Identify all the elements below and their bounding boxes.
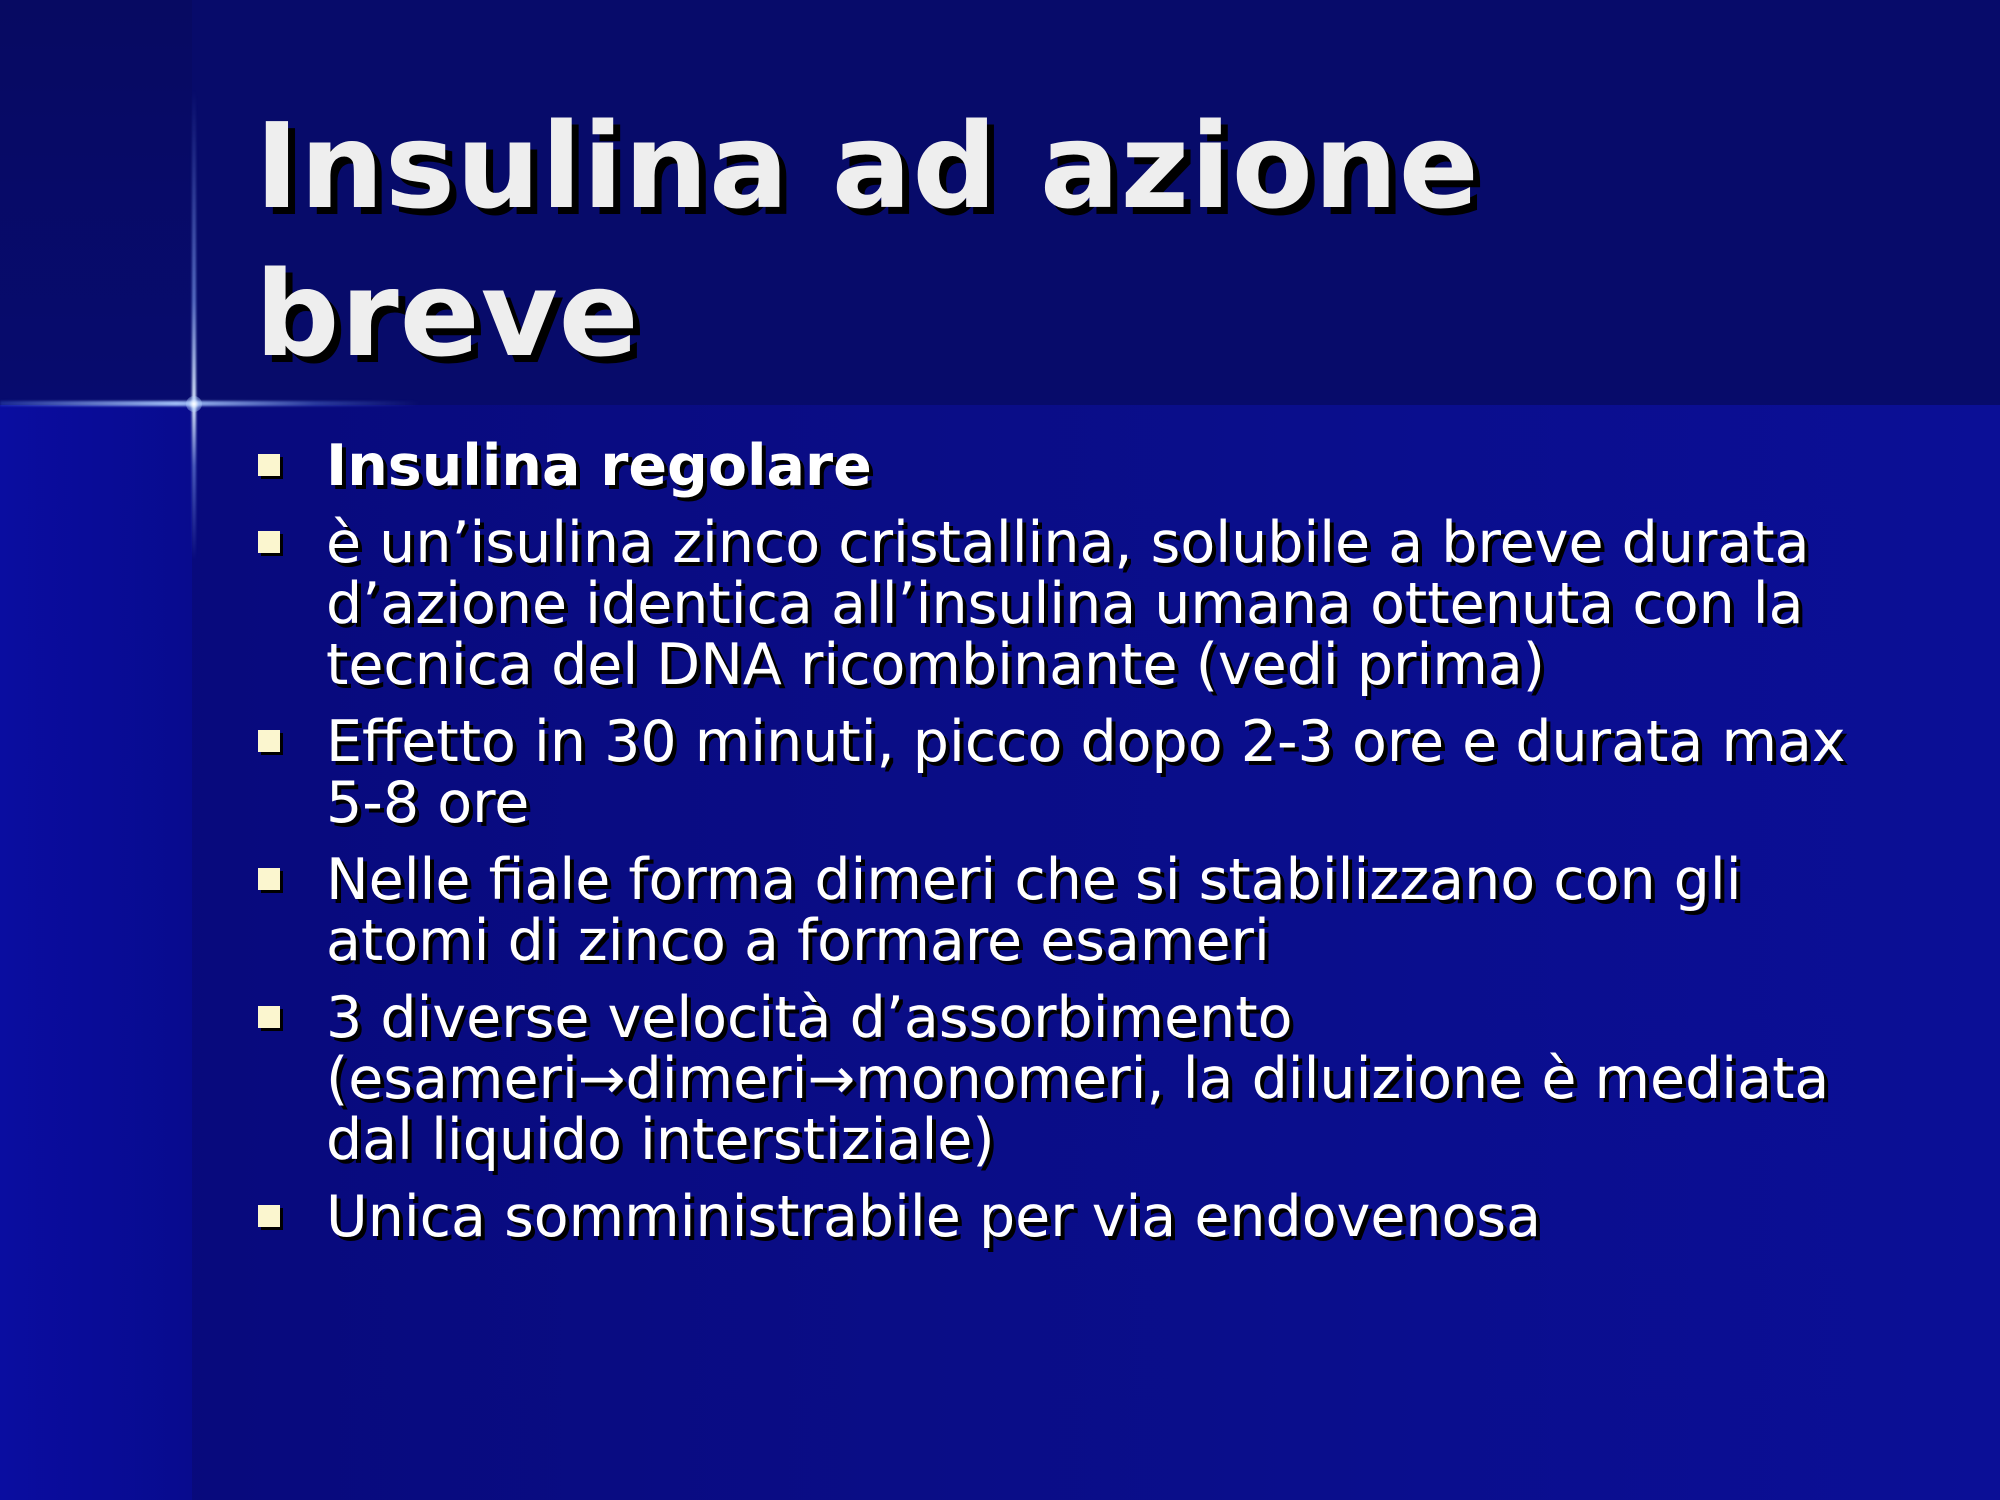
bullet-text: è un’isulina zinco cristallina, solubile a breve durata d’azione identica all’insulina umana ottenuta con la tecnica del DNA ricombinante (vedi prima) — [326, 510, 1810, 698]
square-bullet-icon — [258, 1006, 280, 1028]
bullet-list — [258, 433, 1858, 1264]
bullet-text: Insulina regolare — [326, 433, 872, 499]
left-accent-band — [0, 405, 192, 1500]
left-accent-band-top — [0, 0, 192, 405]
square-bullet-icon — [258, 730, 280, 752]
square-bullet-icon — [258, 531, 280, 553]
bullet-item — [258, 847, 1858, 974]
bullet-item — [258, 510, 1858, 698]
bullet-item — [258, 433, 1858, 499]
slide-title: Insulina ad azione breve — [255, 97, 1480, 383]
bullet-item — [258, 1184, 1858, 1250]
bullet-text: Effetto in 30 minuti, picco dopo 2-3 ore e durata max 5-8 ore — [326, 709, 1846, 836]
bullet-item — [258, 985, 1858, 1173]
bullet-text: Unica somministrabile per via endovenosa — [326, 1184, 1542, 1250]
bullet-item — [258, 709, 1858, 836]
square-bullet-icon — [258, 454, 280, 476]
vertical-light-streak — [192, 90, 196, 560]
square-bullet-icon — [258, 1205, 280, 1227]
square-bullet-icon — [258, 868, 280, 890]
light-flare — [186, 396, 202, 412]
horizontal-light-streak — [0, 401, 420, 406]
bullet-text: 3 diverse velocità d’assorbimento (esameri→dimeri→monomeri, la diluizione è mediata dal liquido interstiziale) — [326, 985, 1830, 1173]
bullet-text: Nelle fiale forma dimeri che si stabilizzano con gli atomi di zinco a formare esameri — [326, 847, 1742, 974]
